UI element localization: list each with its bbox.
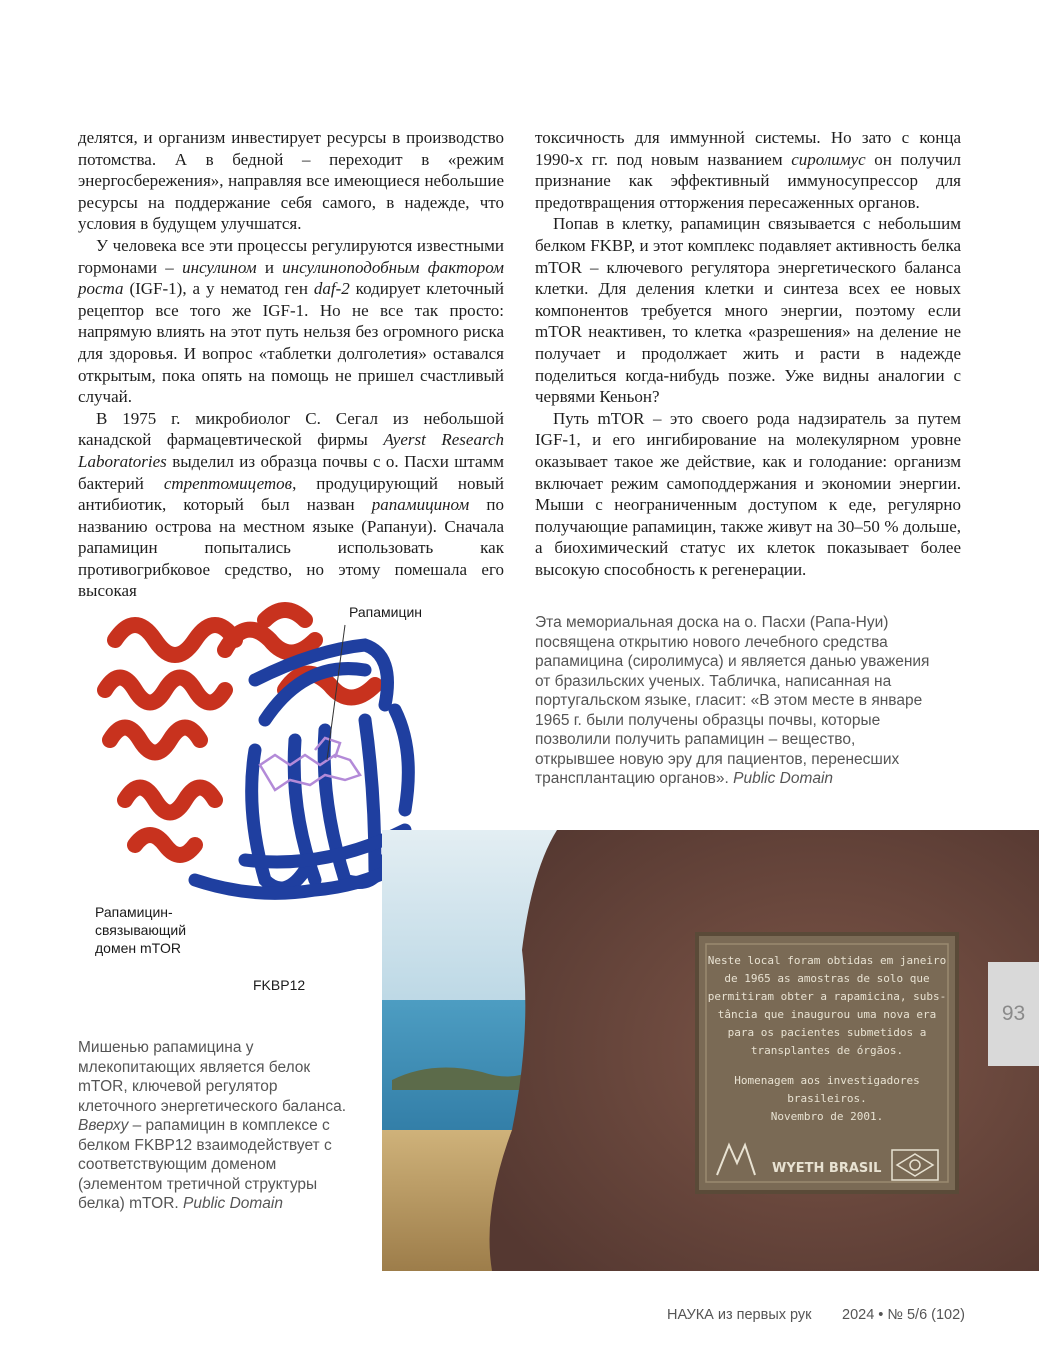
plaque-text-line: tância que inaugurou uma nova era — [717, 1008, 937, 1021]
label-fkbp12: FKBP12 — [253, 977, 306, 993]
text-column-right — [535, 127, 961, 580]
plaque-text-line: de 1965 as amostras de solo que — [724, 972, 930, 985]
paragraph: У человека все эти процессы регулируются известными гормонами – инсулином и инсулиноподобным фактором роста (IGF-1), а у нематод ген daf-2 кодирует клеточный рецептор все того же IGF-1. Но не все так просто: напрямую влиять на этот путь нельзя без огромного риска для здоровья. И вопрос «таблетки долголетия» оставался открытым, пока опять на помощь не пришел счастливый случай. — [78, 235, 504, 407]
bronze-plaque — [697, 934, 957, 1192]
plaque-text-line: brasileiros. — [787, 1092, 867, 1105]
label-rapamycin: Рапамицин — [349, 604, 423, 620]
plaque-text-line: Homenagem aos investigadores — [734, 1074, 920, 1087]
memorial-plaque-photo — [382, 830, 1039, 1271]
caption-mtor-target: Мишенью рапамицина у млекопитающих является белок mTOR, ключевой регулятор клеточного энергетического баланса. Вверху – рапамицин в комплексе с белком FKBP12 взаимодействует с соответствующим доменом (элементом третичной структуры белка) mTOR. Public Domain — [78, 1039, 346, 1212]
rapamycin-molecule — [260, 738, 360, 790]
text-column-left — [78, 127, 504, 602]
plaque-text-line: Neste local foram obtidas em janeiro — [707, 954, 947, 967]
plaque-brand: WYETH BRASIL — [772, 1161, 882, 1176]
paragraph: Попав в клетку, рапамицин связывается с небольшим белком FKBP, и этот комплекс подавляет активность белка mTOR – ключевого регулятора энергетического баланса клетки. Для деления клетки и синтеза всех ее новых компонентов требуется много энергии, поэтому если mTOR неактивен, то клетка «разрешения» на деление не получает и продолжает жить и расти в надежде поделиться когда-нибудь позже. Уже видны аналогии с червями Кеньон? — [535, 214, 961, 407]
paragraph: В 1975 г. микробиолог С. Сегал из небольшой канадской фармацевтической фирмы Ayerst Research Laboratories выделил из образца почвы с о. Пасхи штамм бактерий стрептомицетов, продуцирующий новый антибиотик, который был назван рапамицином по названию острова на местном языке (Рапануи). Сначала рапамицин попытались использовать как противогрибковое средство, но этому помешала его высокая — [78, 408, 505, 601]
plaque-text-line: para os pacientes submetidos a — [727, 1026, 927, 1039]
footer-magazine-title: НАУКА из первых рук — [667, 1307, 812, 1323]
label-rapamycin-binding-domain: Рапамицин- связывающий домен mTOR — [95, 904, 187, 956]
paragraph: Путь mTOR – это своего рода надзиратель за путем IGF-1, и его ингибирование на молекулярном уровне оказывает такое же действие, как и голодание: организм включает режим самоподдержания и экономии энергии. Мыши с неограниченным доступом к еде, регулярно получающие рапамицин, также живут на 30–50 % дольше, а биохимический статус их клеток показывает более высокую способность к регенерации. — [535, 408, 961, 579]
plaque-text-line: Novembro de 2001. — [770, 1110, 884, 1123]
page-number: 93 — [988, 962, 1039, 1066]
plaque-text-line: transplantes de órgãos. — [750, 1044, 904, 1057]
paragraph: делятся, и организм инвестирует ресурсы в производство потомства. А в бедной – переходит в «режим энергосбережения», направляя все имеющиеся небольшие ресурсы на поддержание себя самого, в надежде, что условия в будущем улучшатся. — [78, 128, 504, 234]
plaque-text-line: permitiram obter a rapamicina, subs- — [707, 990, 947, 1003]
paragraph: токсичность для иммунной системы. Но зато с конца 1990-х гг. под новым названием сиролимус он получил признание как эффективный иммуносупрессор для предотвращения отторжения пересаженных органов. — [535, 128, 961, 212]
caption-memorial-plaque: Эта мемориальная доска на о. Пасхи (Рапа-Нуи) посвящена открытию нового лечебного средства рапамицина (сиролимуса) и является данью уважения от бразильских ученых. Табличка, написанная на португальском языке, гласит: «В этом месте в январе 1965 г. были получены образцы почвы, которые позволили получить рапамицин – вещество, открывшее новую эру для пациентов, перенесших трансплантацию органов». Public Domain — [535, 614, 930, 787]
footer-issue: 2024 • № 5/6 (102) — [842, 1307, 966, 1323]
